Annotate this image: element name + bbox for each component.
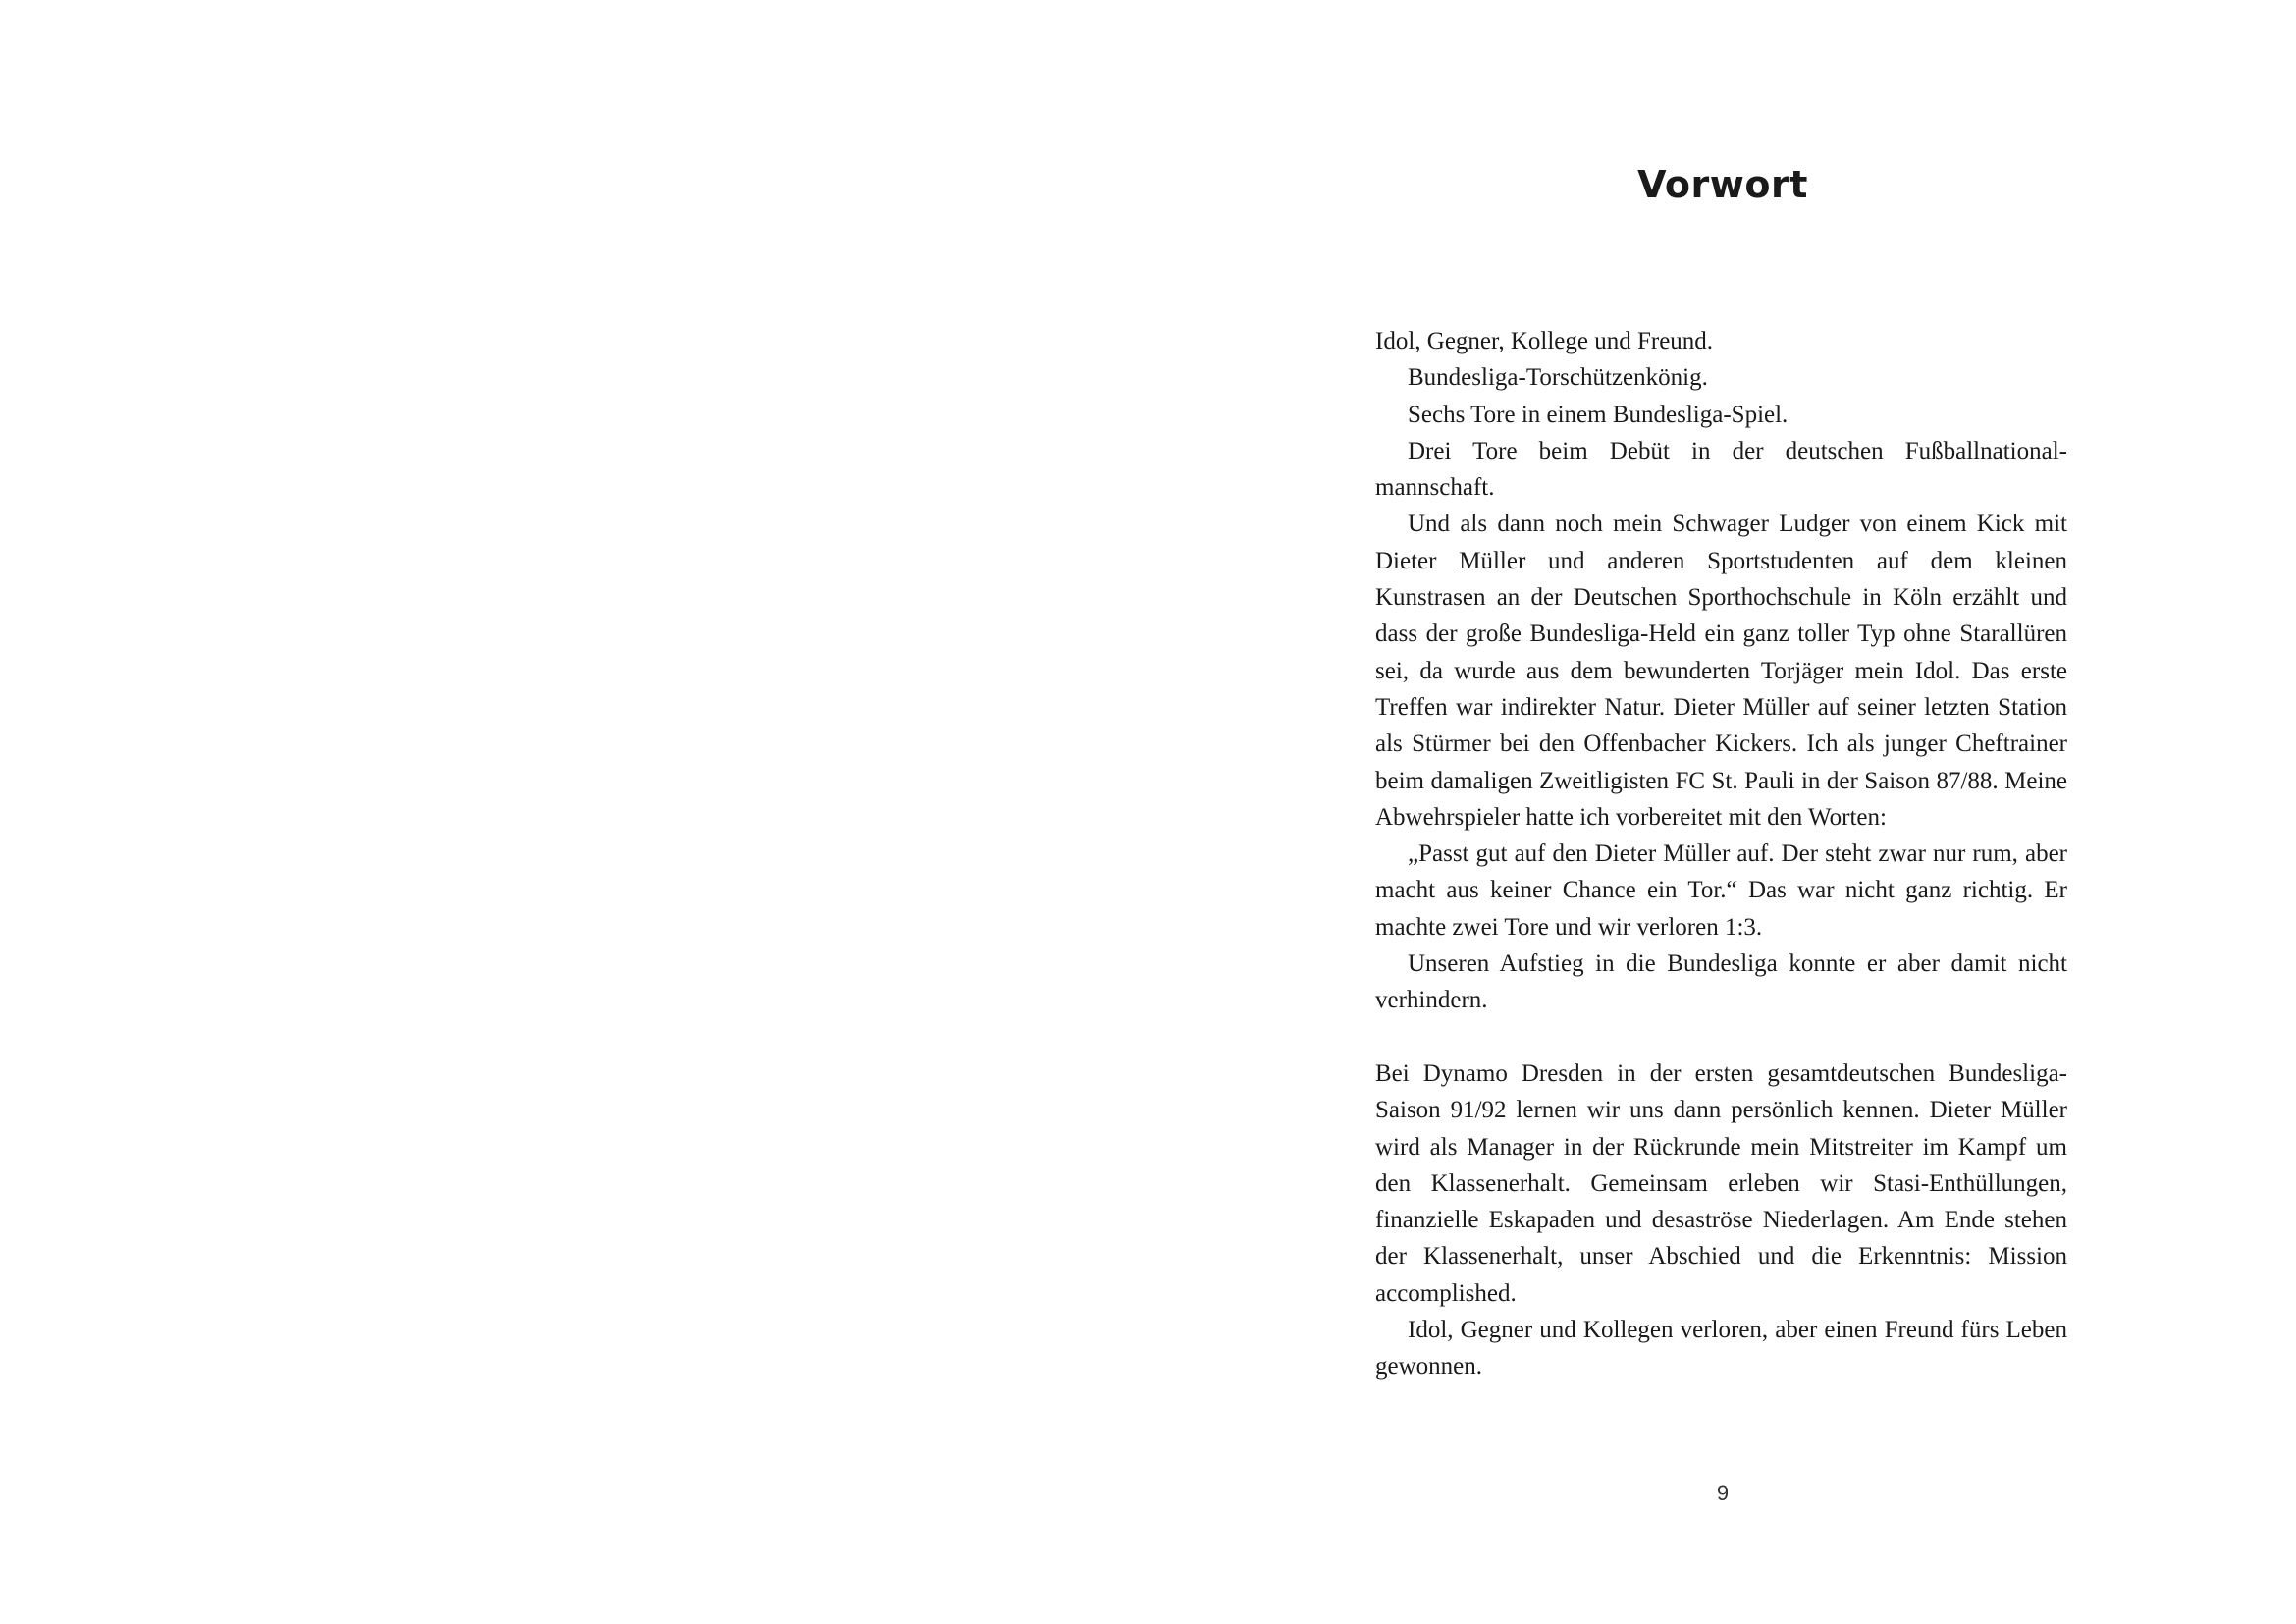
section-break: [1375, 1019, 2067, 1056]
chapter-title: Vorwort: [1637, 163, 1808, 206]
paragraph: Bundesliga-Torschützenkönig.: [1408, 364, 1708, 392]
paragraph: Sechs Tore in einem Bundesliga-Spiel.: [1408, 401, 1789, 428]
paragraph: Idol, Gegner und Kollegen verloren, aber einen Freund fürs Leben gewonnen.: [1375, 1317, 2067, 1380]
paragraph: Drei Tore beim Debüt in der deutschen Fußballnationalmannschaft.: [1375, 437, 2067, 502]
paragraph: Idol, Gegner, Kollege und Freund.: [1375, 328, 1714, 354]
paragraph: Bei Dynamo Dresden in der ersten gesamtdeutschen Bundesliga-Saison 91/92 lernen wir uns dann persönlich kennen. Dieter Müller wird als Manager in der Rückrunde mein Mitstreiter im Kampf um den Klassenerhalt. Gemeinsam erleben wir Stasi-Enthüllungen, finanzielle Eskapaden und desaströse Niederlagen. Am Ende stehen der Klassenerhalt, unser Abschied und die Erkenntnis: Mission accomplished.: [1375, 1059, 2067, 1307]
body-text: [1375, 323, 2067, 1385]
paragraph: Unseren Aufstieg in die Bundesliga konnte er aber damit nicht verhindern.: [1375, 950, 2067, 1014]
paragraph: Und als dann noch mein Schwager Ludger von einem Kick mit Dieter Müller und anderen Sportstudenten auf dem kleinen Kunstrasen an der Deutschen Sporthochschule in Köln erzählt und dass der große Bundesliga-Held ein ganz toller Typ ohne Starallüren sei, da wurde aus dem bewunderten Torjäger mein Idol. Das erste Treffen war indirekter Natur. Dieter Müller auf seiner letzten Station als Stürmer bei den Offenbacher Kickers. Ich als junger Cheftrainer beim damaligen Zweitligisten FC St. Pauli in der Saison 87/88. Meine Abwehrspieler hatte ich vorbereitet mit den Worten:: [1375, 511, 2067, 831]
paragraph: „Passt gut auf den Dieter Müller auf. Der steht zwar nur rum, aber macht aus keiner Chance ein Tor.“ Das war nicht ganz richtig. Er machte zwei Tore und wir verloren 1:3.: [1375, 840, 2067, 941]
page-number: 9: [1716, 1481, 1730, 1505]
